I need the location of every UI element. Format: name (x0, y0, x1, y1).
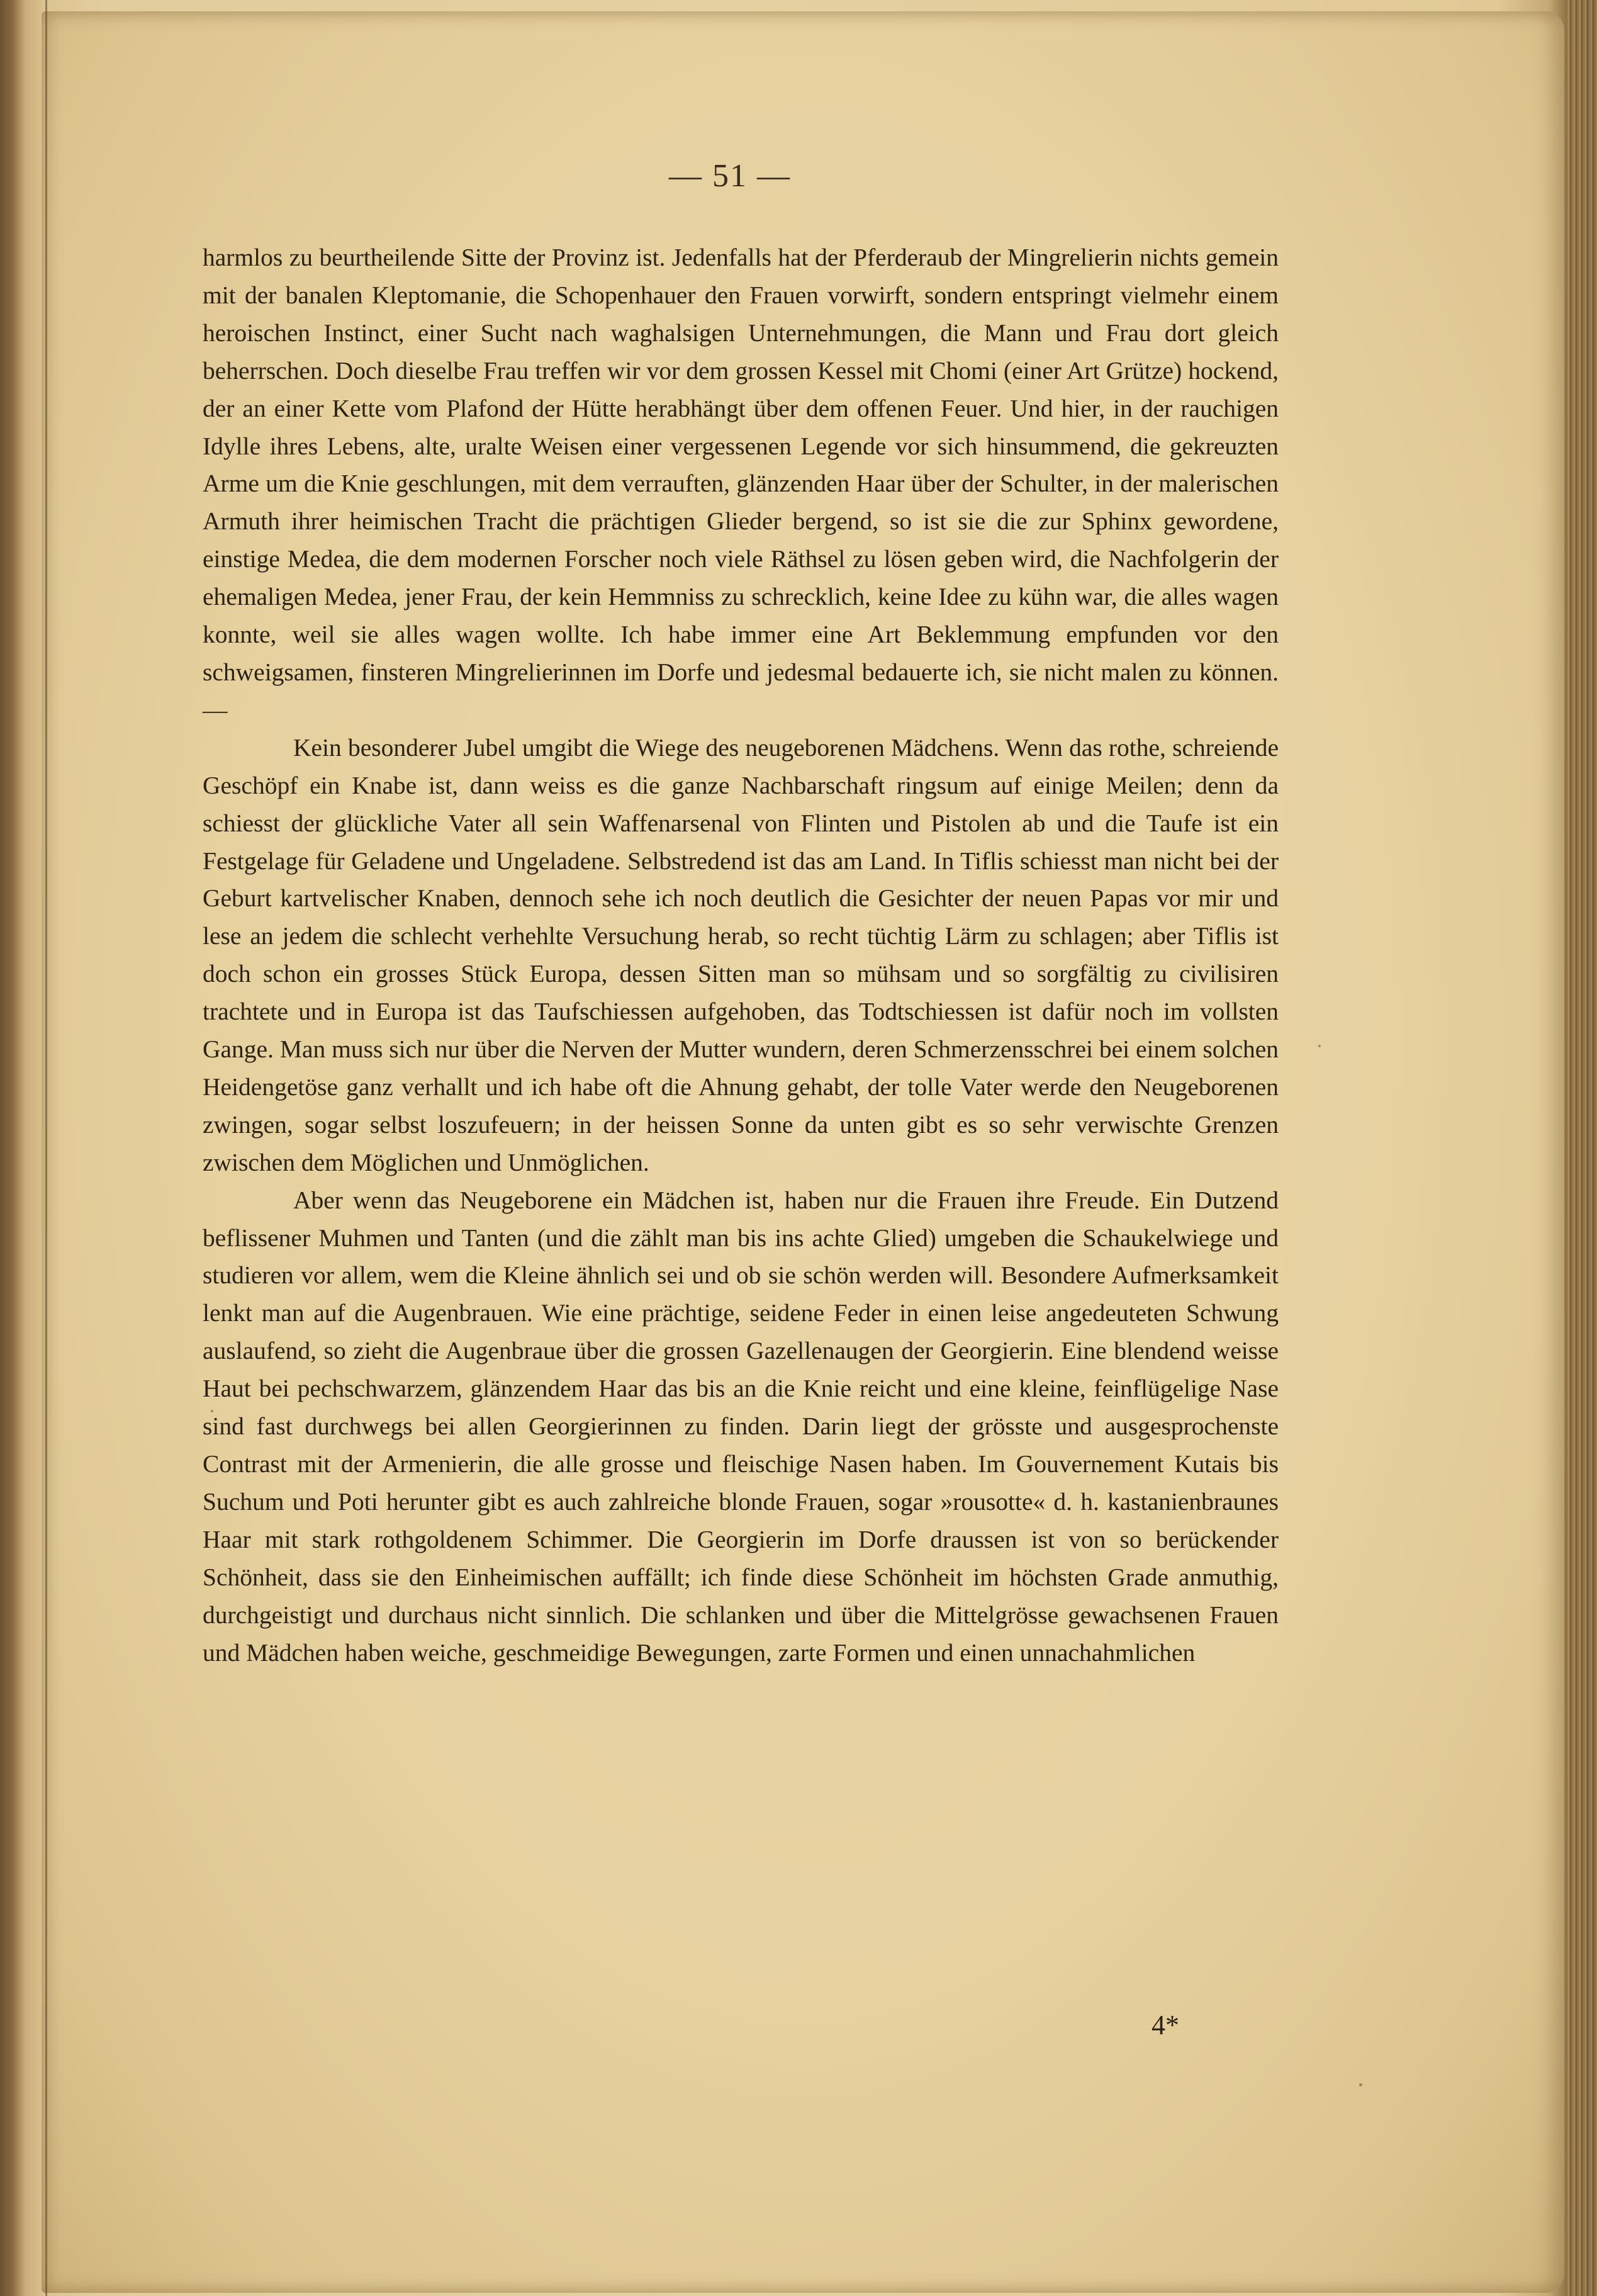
page-edges (1567, 0, 1597, 2296)
signature-mark: 4* (1152, 2010, 1179, 2040)
binding-gutter (45, 0, 47, 2296)
page-number: — 51 — (669, 158, 791, 194)
paragraph-3: Aber wenn das Neugeborene ein Mädchen ist, haben nur die Frauen ihre Freude. Ein Dutzend beflissener Muhmen und Tanten (und die zählt man bis ins achte Glied) umgeben die Schaukelwiege und studieren vor allem, wem die Kleine ähnlich sei und ob sie schön werden will. Besondere Aufmerksamkeit lenkt man auf die Augenbrauen. Wie eine prächtige, seidene Feder in einen leise angedeuteten Schwung auslaufend, so zieht die Augenbraue über die grossen Gazellenaugen der Georgierin. Eine blendend weisse Haut bei pechschwarzem, glänzendem Haar das bis an die Knie reicht und eine kleine, feinflügelige Nase sind fast durchwegs bei allen Georgierinnen zu finden. Darin liegt der grösste und ausgesprochenste Contrast mit der Armenierin, die alle grosse und fleischige Nasen haben. Im Gouvernement Kutais bis Suchum und Poti herunter gibt es auch zahlreiche blonde Frauen, sogar »rousotte« d. h. kastanienbraunes Haar mit stark rothgoldenem Schimmer. Die Georgierin im Dorfe draussen ist von so berückender Schönheit, dass sie den Einheimischen auffällt; ich finde diese Schönheit im höchsten Grade anmuthig, durchgeistigt und durchaus nicht sinnlich. Die schlanken und über die Mittelgrösse gewachsenen Frauen und Mädchen haben weiche, geschmeidige Bewegungen, zarte Formen und einen unnachahmlichen (203, 1186, 1279, 1667)
paper-speck (211, 1410, 213, 1412)
body-text (203, 239, 1279, 1672)
paper-speck (1318, 1045, 1321, 1047)
paragraph-2: Kein besonderer Jubel umgibt die Wiege des neugeborenen Mädchens. Wenn das rothe, schreiende Geschöpf ein Knabe ist, dann weiss es die ganze Nachbarschaft ringsum auf einige Meilen; denn da schiesst der glückliche Vater all sein Waffenarsenal von Flinten und Pistolen ab und die Taufe ist ein Festgelage für Geladene und Ungeladene. Selbstredend ist das am Land. In Tiflis schiesst man nicht bei der Geburt kartvelischer Knaben, dennoch sehe ich noch deutlich die Gesichter der neuen Papas vor mir und lese an jedem die schlecht verhehlte Versuchung herab, so recht tüchtig Lärm zu schlagen; aber Tiflis ist doch schon ein grosses Stück Europa, dessen Sitten man so mühsam und so sorgfältig zu civilisiren trachtete und in Europa ist das Taufschiessen aufgehoben, das Todtschiessen ist dafür noch im vollsten Gange. Man muss sich nur über die Nerven der Mutter wundern, deren Schmerzensschrei bei einem solchen Heidengetöse ganz verhallt und ich habe oft die Ahnung gehabt, der tolle Vater werde den Neugeborenen zwingen, sogar selbst loszufeuern; in der heissen Sonne da unten gibt es so sehr verwischte Grenzen zwischen dem Möglichen und Unmöglichen. (203, 733, 1279, 1176)
paper-speck (1359, 2083, 1362, 2086)
paragraph-1: harmlos zu beurtheilende Sitte der Provinz ist. Jedenfalls hat der Pferderaub der Mingrelierin nichts gemein mit der banalen Kleptomanie, die Schopenhauer den Frauen vorwirft, sondern entspringt vielmehr einem heroischen Instinct, einer Sucht nach waghalsigen Unternehmungen, die Mann und Frau dort gleich beherrschen. Doch dieselbe Frau treffen wir vor dem grossen Kessel mit Chomi (einer Art Grütze) hockend, der an einer Kette vom Plafond der Hütte herabhängt über dem offenen Feuer. Und hier, in der rauchigen Idylle ihres Lebens, alte, uralte Weisen einer vergessenen Legende vor sich hinsummend, die gekreuzten Arme um die Knie geschlungen, mit dem verrauften, glänzenden Haar über der Schulter, in der malerischen Armuth ihrer heimischen Tracht die prächtigen Glieder bergend, so ist sie die zur Sphinx gewordene, einstige Medea, die dem modernen Forscher noch viele Räthsel zu lösen geben wird, die Nachfolgerin der ehemaligen Medea, jener Frau, der kein Hemmniss zu schrecklich, keine Idee zu kühn war, die alles wagen konnte, weil sie alles wagen wollte. Ich habe immer eine Art Beklemmung empfunden vor den schweigsamen, finsteren Mingrelierinnen im Dorfe und jedesmal bedauerte ich, sie nicht malen zu können. — (203, 244, 1279, 724)
